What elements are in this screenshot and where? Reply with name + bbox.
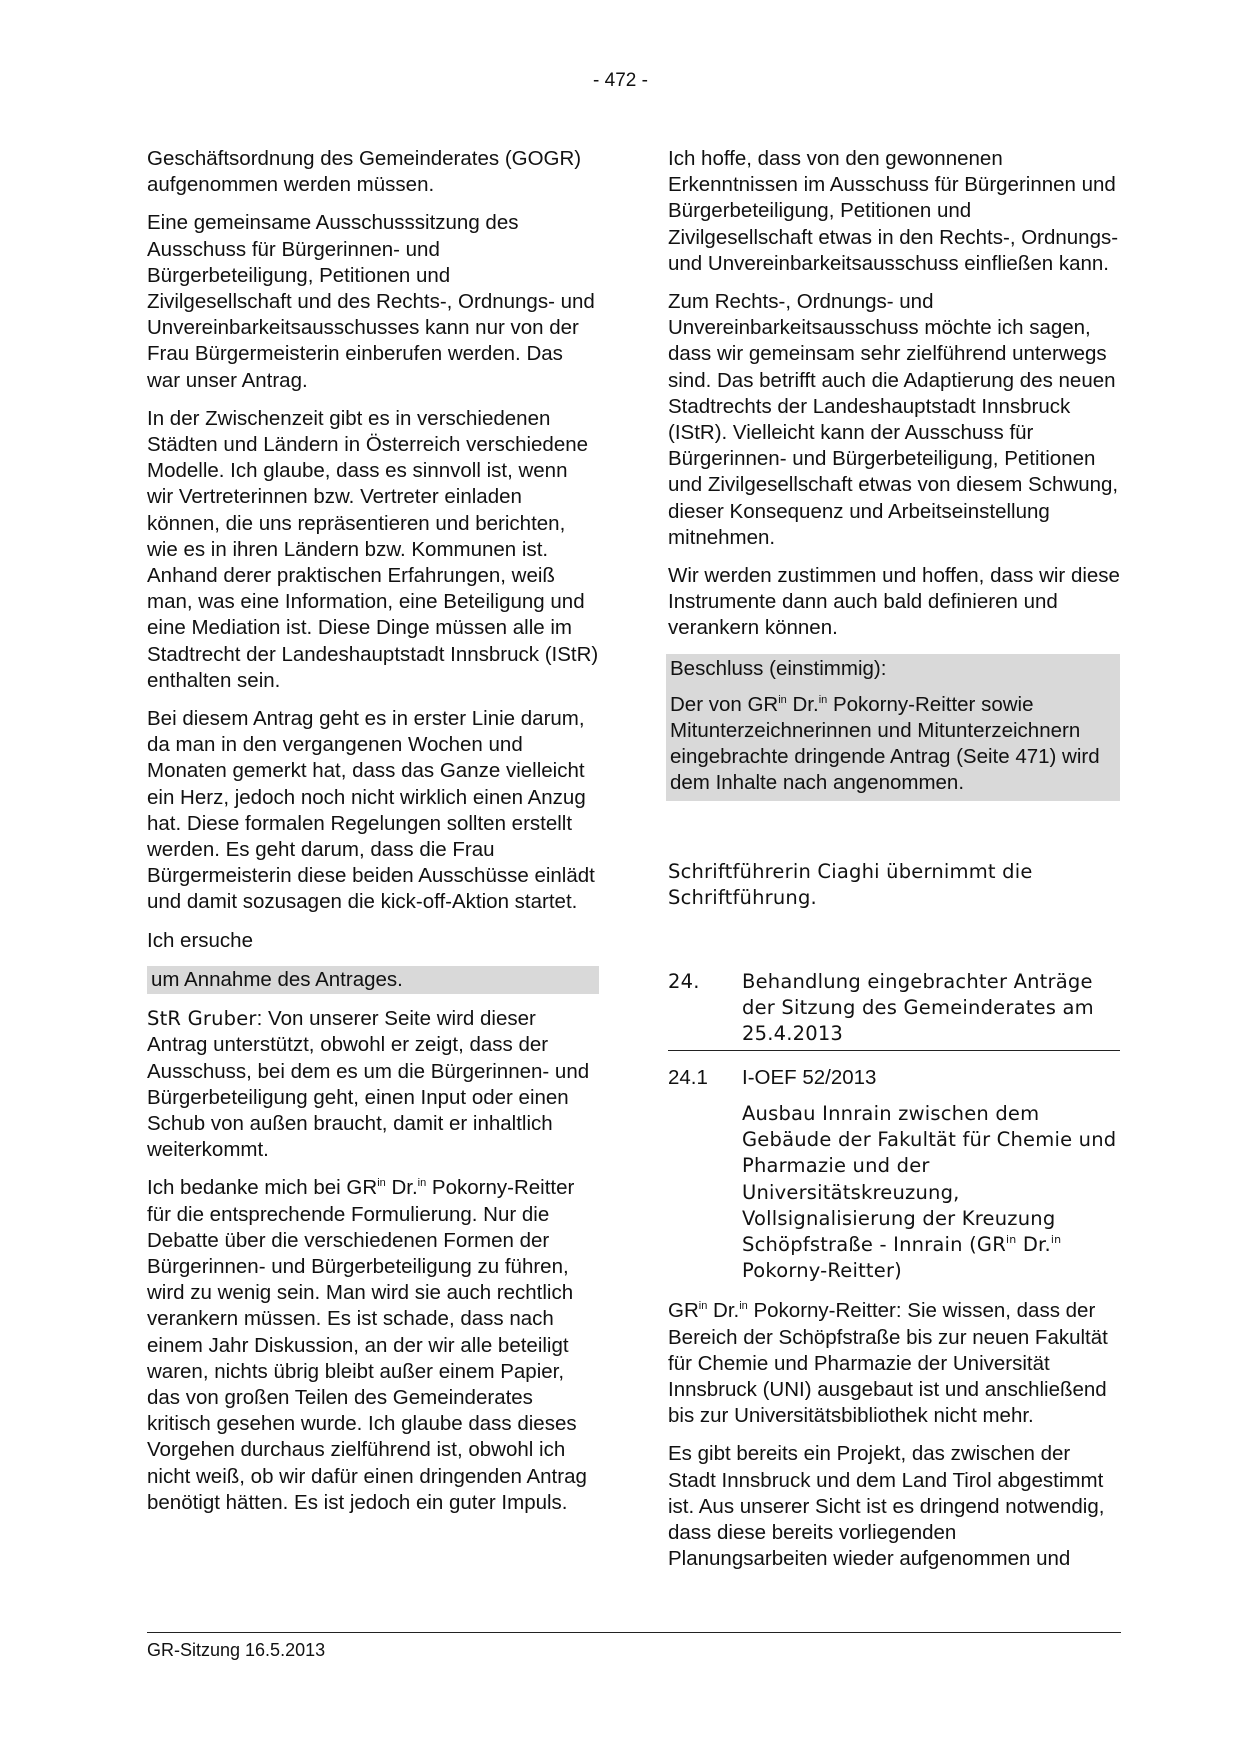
agenda-subnumber: 24.1 bbox=[668, 1065, 708, 1089]
resolution-box bbox=[666, 654, 1120, 801]
right-column bbox=[668, 146, 1120, 1584]
right-paragraph-1: Ich hoffe, dass von den gewonnenen Erkenntnissen im Ausschuss für Bürgerinnen und Bürgerbeteiligung, Petitionen und Zivilgesellschaft etwas in den Rechts-, Ordnungs- und Unvereinbarkeitsausschuss einfließen kann. bbox=[668, 147, 1119, 275]
speaker-name: Pokorny-Reitter bbox=[747, 1299, 896, 1323]
text-fragment: Dr. bbox=[786, 692, 819, 716]
superscript: in bbox=[377, 1177, 386, 1190]
agenda-item-24 bbox=[668, 969, 1120, 1051]
left-column bbox=[147, 146, 599, 1528]
motion-request-box: um Annahme des Antrages. bbox=[147, 966, 599, 994]
text-fragment: Ich bedanke mich bei GR bbox=[147, 1176, 378, 1200]
speaker-name: StR Gruber bbox=[147, 1007, 257, 1031]
agenda-item-24-1 bbox=[668, 1065, 1120, 1093]
footer-rule bbox=[147, 1632, 1121, 1633]
left-paragraph-3: In der Zwischenzeit gibt es in verschiedenen Städten und Ländern in Österreich verschiedene Modelle. Ich glaube, dass es sinnvoll ist, wenn wir Vertreterinnen bzw. Vertreter einladen können, die uns repräsentieren und berichten, wie es in ihren Ländern bzw. Kommunen ist. Anhand derer praktischen Erfahrungen, weiß man, was eine Information, eine Beteiligung und eine Mediation ist. Diese Dinge müssen alle im Stadtrecht der Landeshauptstadt Innsbruck (IStR) enthalten sein. bbox=[147, 406, 599, 692]
speaker-text: : Sie wissen, dass der Bereich der Schöpfstraße bis zur neuen Fakultät für Chemie und Pharmazie der Universität Innsbruck (UNI) ausgebaut ist und anschließend bis zur Universitätsbibliothek nicht mehr. bbox=[668, 1299, 1108, 1428]
superscript: in bbox=[698, 1300, 708, 1313]
superscript: in bbox=[778, 693, 787, 706]
superscript: in bbox=[1006, 1232, 1017, 1246]
left-paragraph-2: Eine gemeinsame Ausschusssitzung des Ausschuss für Bürgerinnen- und Bürgerbeteiligung, Petitionen und Zivilgesellschaft und des Rechts-, Ordnungs- und Unvereinbarkeitsausschusses kann nur von der Frau Bürgermeisterin einberufen werden. Das war unser Antrag. bbox=[147, 211, 595, 392]
text-fragment: Dr. bbox=[385, 1176, 418, 1200]
left-paragraph-5: Ich ersuche bbox=[147, 928, 253, 952]
text-fragment: Ausbau Innrain zwischen dem Gebäude der Fakultät für Chemie und Pharmazie und der Universitätskreuzung, Vollsignalisierung der Kreuzung Schöpfstraße - Innrain (GR bbox=[742, 1101, 1117, 1256]
right-paragraph-3: Wir werden zustimmen und hoffen, dass wir diese Instrumente dann auch bald definieren und verankern können. bbox=[668, 564, 1120, 640]
agenda-item-24-1-title bbox=[668, 1101, 1120, 1286]
right-paragraph-2: Zum Rechts-, Ordnungs- und Unvereinbarkeitsausschuss möchte ich sagen, dass wir gemeinsam sehr zielführend unterwegs sind. Das betrifft auch die Adaptierung des neuen Stadtrechts der Landeshauptstadt Innsbruck (IStR). Vielleicht kann der Ausschuss für Bürgerinnen- und Bürgerbeteiligung, Petitionen und Zivilgesellschaft etwas von diesem Schwung, dieser Konsequenz und Arbeitseinstellung mitnehmen. bbox=[668, 290, 1119, 549]
right-paragraph-pokorny bbox=[668, 1298, 1120, 1429]
superscript: in bbox=[739, 1300, 748, 1313]
text-fragment: Pokorny-Reitter sowie Mitunterzeichnerinnen und Mitunterzeichnern eingebrachte dringende Antrag (Seite 471) wird dem Inhalte nach angenommen. bbox=[670, 692, 1100, 795]
resolution-title: Beschluss (einstimmig): bbox=[670, 656, 887, 680]
agenda-subtitle bbox=[742, 1101, 1120, 1284]
resolution-text bbox=[670, 692, 1116, 797]
speaker-text: : Von unserer Seite wird dieser Antrag unterstützt, obwohl er zeigt, dass der Ausschuss, bei dem es um die Bürgerinnen- und Bürgerbeteiligung geht, einen Input oder einen Schub von außen braucht, damit er inhaltlich weiterkommt. bbox=[147, 1007, 590, 1162]
agenda-code: I-OEF 52/2013 bbox=[742, 1065, 877, 1089]
page-number: - 472 - bbox=[593, 70, 648, 91]
superscript: in bbox=[1050, 1232, 1062, 1246]
left-paragraph-1: Geschäftsordnung des Gemeinderates (GOGR) aufgenommen werden müssen. bbox=[147, 147, 582, 197]
right-paragraph-5: Es gibt bereits ein Projekt, das zwischen der Stadt Innsbruck und dem Land Tirol abgestimmt ist. Aus unserer Sicht ist es dringend notwendig, dass diese bereits vorliegenden Planungsarbeiten wieder aufgenommen und bbox=[668, 1442, 1105, 1571]
indent-spacer bbox=[668, 1101, 742, 1284]
text-fragment: Der von GR bbox=[670, 692, 779, 716]
text-fragment: Dr. bbox=[1016, 1232, 1051, 1256]
left-paragraph-gruber bbox=[147, 1006, 599, 1163]
superscript: in bbox=[417, 1177, 427, 1190]
text-fragment: Pokorny-Reitter für die entsprechende Formulierung. Nur die Debatte über die verschiedenen Formen der Bürgerinnen- und Bürgerbeteiligung zu führen, wird zu wenig sein. Man wird sie auch rechtlich verankern müssen. Es ist schade, dass nach einem Jahr Diskussion, an der wir alle beteiligt waren, nichts übrig bleibt außer einem Papier, das von großen Teilen des Gemeinderates kritisch gesehen wurde. Ich glaube dass dieses Vorgehen durchaus zielführend ist, obwohl ich nicht weiß, ob wir dafür einen dringenden Antrag benötigt hätten. Es ist jedoch ein guter Impuls. bbox=[147, 1176, 587, 1514]
agenda-title: Behandlung eingebrachter Anträge der Sitzung des Gemeinderates am 25.4.2013 bbox=[742, 970, 1094, 1046]
left-paragraph-thanks bbox=[147, 1175, 599, 1516]
speaker-name: Dr. bbox=[707, 1299, 740, 1323]
left-paragraph-4: Bei diesem Antrag geht es in erster Linie darum, da man in den vergangenen Wochen und Monaten gemerkt hat, dass das Ganze vielleicht ein Herz, jedoch noch nicht wirklich einen Anzug hat. Diese formalen Regelungen sollten erstellt werden. Es geht darum, dass die Frau Bürgermeisterin diese beiden Ausschüsse einlädt und damit sozusagen die kick-off-Aktion startet. bbox=[147, 707, 595, 914]
speaker-name: GR bbox=[668, 1299, 699, 1323]
agenda-number: 24. bbox=[668, 970, 700, 994]
secretary-note: Schriftführerin Ciaghi übernimmt die Schriftführung. bbox=[668, 859, 1033, 909]
text-fragment: Pokorny-Reitter) bbox=[742, 1259, 902, 1283]
footer-session-date: GR-Sitzung 16.5.2013 bbox=[147, 1640, 326, 1660]
superscript: in bbox=[818, 693, 828, 706]
